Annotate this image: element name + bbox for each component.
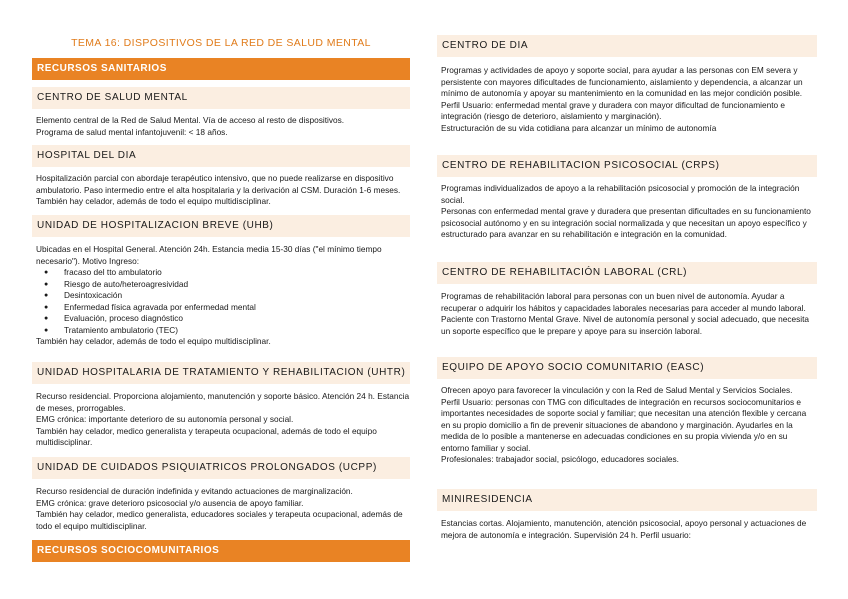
- paragraph: Recurso residencial de duración indefinida y evitando actuaciones de marginalización.: [36, 486, 353, 496]
- text-crps: [441, 183, 817, 241]
- text-hospital-del-dia: [36, 173, 410, 208]
- heading-ucpp: UNIDAD DE CUIDADOS PSIQUIATRICOS PROLONGADOS (UCPP): [32, 457, 410, 479]
- text-uhtr: [36, 391, 410, 449]
- paragraph: Estancias cortas. Alojamiento, manutención, atención psicosocial, apoyo personal y actuaciones de mejora de autonomía e integración. Supervisión 24 h. Perfil usuario:: [441, 518, 807, 540]
- paragraph: Paciente con Trastorno Mental Grave. Nivel de autonomía personal y social adecuado, que necesita un soporte específico que le prepare y apoye para su inserción laboral.: [441, 314, 810, 336]
- paragraph: Programas de rehabilitación laboral para personas con un buen nivel de autonomía. Ayudar a recuperar o adquirir los hábitos y capacidades laborales necesarias para acceder al mundo laboral.: [441, 291, 806, 313]
- text-crl: [441, 291, 817, 337]
- paragraph: Ubicadas en el Hospital General. Atención 24h. Estancia media 15-30 días ("el mínimo tiempo necesario"). Motivo Ingreso:: [36, 244, 382, 266]
- paragraph: Ofrecen apoyo para favorecer la vinculación y con la Red de Salud Mental y Servicios Sociales.: [441, 385, 793, 395]
- text-centro-de-dia: [441, 65, 817, 134]
- heading-centro-salud-mental: CENTRO DE SALUD MENTAL: [32, 87, 410, 109]
- list-item: ● Enfermedad física agravada por enfermedad mental: [58, 302, 410, 314]
- paragraph: Programa de salud mental infantojuvenil: < 18 años.: [36, 126, 228, 137]
- paragraph: Perfil Usuario: enfermedad mental grave y duradera con mayor dificultad de funcionamiento e integración (riesgo de deterioro, aislamiento y marginación).: [441, 99, 786, 121]
- section-header-recursos-sociocomunitarios: RECURSOS SOCIOCOMUNITARIOS: [32, 540, 410, 562]
- list-item: ● Evaluación, proceso diagnóstico: [58, 313, 410, 325]
- text-centro-salud-mental: [36, 115, 410, 138]
- text-easc: [441, 385, 817, 466]
- list-item: ● fracaso del tto ambulatorio: [58, 267, 410, 279]
- paragraph: También hay celador, medico generalista y terapeuta ocupacional, además de todo el equipo multidisciplinar.: [36, 425, 377, 447]
- page-title: TEMA 16: DISPOSITIVOS DE LA RED DE SALUD MENTAL: [71, 37, 371, 49]
- list-item: ● Desintoxicación: [58, 290, 410, 302]
- heading-easc: EQUIPO DE APOYO SOCIO COMUNITARIO (EASC): [437, 357, 817, 379]
- heading-hospital-del-dia: HOSPITAL DEL DIA: [32, 145, 410, 167]
- heading-uhtr: UNIDAD HOSPITALARIA DE TRATAMIENTO Y REHABILITACION (UHTR): [32, 362, 410, 384]
- heading-crl: CENTRO DE REHABILITACIÓN LABORAL (CRL): [437, 262, 817, 284]
- paragraph: Programas y actividades de apoyo y soporte social, para ayudar a las personas con EM severa y persistente con mayores dificultades de funcionamiento, aislamiento y dependencia, a alcanzar un mínimo de autonomía y apoyar su mantenimiento en la comunidad en las mejor condición posible.: [441, 65, 803, 98]
- motivo-ingreso-list: [36, 267, 410, 336]
- heading-miniresidencia: MINIRESIDENCIA: [437, 489, 817, 511]
- paragraph: También hay celador, además de todo el equipo multidisciplinar.: [36, 336, 271, 346]
- heading-crps: CENTRO DE REHABILITACION PSICOSOCIAL (CRPS): [437, 155, 817, 177]
- paragraph: EMG crónica: importante deterioro de su autonomía personal y social.: [36, 414, 294, 424]
- paragraph: Recurso residencial. Proporciona alojamiento, manutención y soporte básico. Atención 24 h. Estancia de meses, prorrogables.: [36, 391, 410, 413]
- heading-centro-de-dia: CENTRO DE DIA: [437, 35, 817, 57]
- heading-uhb: UNIDAD DE HOSPITALIZACION BREVE (UHB): [32, 215, 410, 237]
- paragraph: Profesionales: trabajador social, psicólogo, educadores sociales.: [441, 454, 679, 464]
- section-header-recursos-sanitarios: RECURSOS SANITARIOS: [32, 58, 410, 80]
- paragraph: Elemento central de la Red de Salud Mental. Vía de acceso al resto de dispositivos.: [36, 115, 345, 125]
- list-item: ● Tratamiento ambulatorio (TEC): [58, 325, 410, 337]
- paragraph: Hospitalización parcial con abordaje terapéutico intensivo, que no puede realizarse en dispositivo ambulatorio. Paso intermedio entre el alta hospitalaria y la derivación al CSM. Duración 1-6 meses. También hay celador, además de todo el equipo multidisciplinar.: [36, 173, 401, 206]
- list-item: ● Riesgo de auto/heteroagresividad: [58, 279, 410, 291]
- text-miniresidencia: [441, 518, 817, 541]
- paragraph: Personas con enfermedad mental grave y duradera que presentan dificultades en su funcionamiento psicosocial autónomo y en su integración social normalizada y que necesitan un apoyo específico y estructurado para avanzar en su rehabilitación e integración en la comunidad.: [441, 206, 811, 239]
- paragraph: También hay celador, medico generalista, educadores sociales y terapeuta ocupacional, además de todo el equipo multidisciplinar.: [36, 509, 403, 531]
- paragraph: EMG crónica: grave deterioro psicosocial y/o ausencia de apoyo familiar.: [36, 497, 304, 508]
- paragraph: Estructuración de su vida cotidiana para alcanzar un mínimo de autonomía: [441, 122, 717, 133]
- text-ucpp: [36, 486, 410, 532]
- paragraph: Programas individualizados de apoyo a la rehabilitación psicosocial y promoción de la integración social.: [441, 183, 800, 205]
- text-uhb: [36, 244, 410, 348]
- paragraph: Perfil Usuario: personas con TMG con dificultades de integración en recursos sociocomunitarios e importantes necesidades de soporte social y familiar; que necesitan una atención flexible y cercana en su propio domicilio a fin de prevenir situaciones de abandono y marginación. Ayudarles en la medida de lo posible a mantenerse en adecuadas condiciones en su propia vivienda y/o en su entorno familiar y social.: [441, 396, 807, 453]
